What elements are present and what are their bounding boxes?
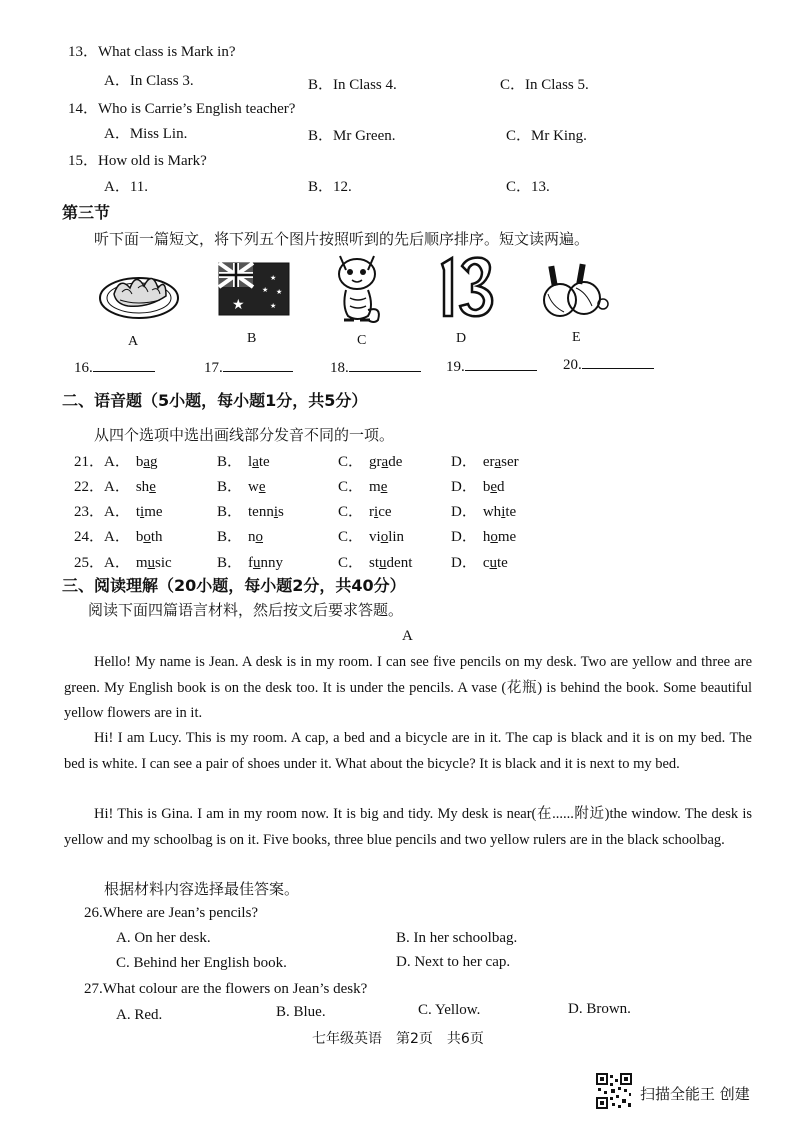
underlined-letters: i bbox=[273, 504, 279, 520]
scanner-watermark: 扫描全能王 创建 bbox=[640, 1085, 750, 1103]
phonics-option bbox=[338, 500, 392, 521]
q15-option-c: C．13. bbox=[506, 179, 550, 195]
svg-text:★: ★ bbox=[270, 274, 277, 282]
phonics-question-number: 21． bbox=[74, 454, 105, 470]
underlined-letters: o bbox=[143, 529, 151, 545]
phonics-option bbox=[451, 475, 505, 496]
q27-option-c: C. Yellow. bbox=[418, 1002, 481, 1018]
word-suffix: s bbox=[278, 504, 284, 520]
option-letter: A． bbox=[104, 529, 130, 545]
phonics-question-number: 22． bbox=[74, 479, 105, 495]
phonics-option bbox=[338, 450, 402, 471]
passage-label: A bbox=[402, 628, 413, 644]
australia-flag-icon bbox=[218, 262, 290, 316]
word-suffix: de bbox=[388, 454, 403, 470]
word-prefix: w bbox=[248, 479, 259, 495]
number-13-icon bbox=[438, 254, 498, 320]
option-letter: D． bbox=[451, 454, 477, 470]
phonics-option bbox=[338, 551, 412, 572]
word-prefix: h bbox=[482, 529, 491, 545]
cartoon-cat-icon bbox=[330, 250, 386, 326]
word-prefix: wh bbox=[482, 504, 502, 520]
q15-question: 15．How old is Mark? bbox=[68, 153, 207, 169]
word-suffix: g bbox=[150, 454, 158, 470]
section3-title: 第三节 bbox=[62, 203, 111, 222]
option-letter: B． bbox=[217, 479, 243, 495]
option-letter: D． bbox=[451, 479, 477, 495]
word-suffix: te bbox=[258, 454, 270, 470]
q15-option-b: B．12. bbox=[308, 179, 352, 195]
word-prefix: sh bbox=[135, 479, 150, 495]
underlined-letters: o bbox=[380, 529, 389, 545]
q14-option-c: C．Mr King. bbox=[506, 128, 587, 144]
picture-label-e: E bbox=[572, 330, 581, 345]
word-prefix: vi bbox=[369, 529, 381, 545]
word-prefix: t bbox=[135, 504, 141, 520]
reading-task-instruction: 根据材料内容选择最佳答案。 bbox=[104, 880, 300, 898]
word-suffix: me bbox=[497, 529, 517, 545]
underlined-letters: a bbox=[252, 454, 259, 470]
word-suffix: ce bbox=[378, 504, 392, 520]
q27-option-d: D. Brown. bbox=[568, 1001, 631, 1017]
picture-label-d: D bbox=[456, 331, 467, 346]
q14-question: 14．Who is Carrie’s English teacher? bbox=[68, 101, 296, 117]
option-letter: A． bbox=[104, 504, 130, 520]
option-letter: D． bbox=[451, 555, 477, 571]
answer-blank-17[interactable]: 17. bbox=[204, 357, 293, 377]
q13-option-a: A．In Class 3. bbox=[104, 73, 194, 89]
q26-question: 26.Where are Jean’s pencils? bbox=[84, 905, 259, 921]
word-suffix: lin bbox=[388, 529, 405, 545]
word-prefix: m bbox=[369, 479, 381, 495]
phonics-option bbox=[217, 525, 263, 546]
phonics-option bbox=[104, 500, 163, 521]
part3-instruction: 阅读下面四篇语言材料，然后按文后要求答题。 bbox=[88, 601, 404, 619]
svg-text:★: ★ bbox=[270, 302, 277, 310]
word-suffix: d bbox=[497, 479, 505, 495]
phonics-option bbox=[217, 450, 270, 471]
part2-instruction: 从四个选项中选出画线部分发音不同的一项。 bbox=[94, 426, 395, 444]
word-prefix: gr bbox=[369, 454, 382, 470]
word-suffix: te bbox=[497, 555, 508, 571]
q27-option-a: A. Red. bbox=[116, 1007, 163, 1023]
word-prefix: l bbox=[248, 454, 253, 470]
phonics-question-number: 24． bbox=[74, 529, 105, 545]
phonics-option bbox=[338, 475, 387, 496]
option-letter: B． bbox=[217, 454, 243, 470]
word-suffix: me bbox=[144, 504, 163, 520]
answer-blank-19[interactable]: 19. bbox=[446, 356, 537, 376]
phonics-option bbox=[217, 551, 283, 572]
q13-option-b: B．In Class 4. bbox=[308, 77, 397, 93]
phonics-option bbox=[104, 525, 163, 546]
underlined-letters: u bbox=[379, 555, 387, 571]
svg-text:★: ★ bbox=[276, 288, 283, 296]
option-letter: A． bbox=[104, 555, 130, 571]
page-footer: 七年级英语 第2页 共6页 bbox=[312, 1031, 484, 1047]
word-prefix: m bbox=[135, 555, 148, 571]
q14-option-b: B．Mr Green. bbox=[308, 128, 396, 144]
phonics-option bbox=[217, 475, 266, 496]
phonics-option bbox=[217, 500, 284, 521]
phonics-option bbox=[338, 525, 404, 546]
underlined-letters: a bbox=[381, 454, 389, 470]
phonics-option bbox=[451, 450, 519, 471]
underlined-letters: a bbox=[143, 454, 151, 470]
word-suffix: nny bbox=[260, 555, 284, 571]
q26-option-d: D. Next to her cap. bbox=[396, 954, 511, 970]
answer-blank-16[interactable]: 16. bbox=[74, 357, 155, 377]
word-suffix: ser bbox=[501, 454, 519, 470]
underlined-letters: u bbox=[147, 555, 156, 571]
answer-blank-18[interactable]: 18. bbox=[330, 357, 421, 377]
underlined-letters: e bbox=[258, 479, 266, 495]
word-prefix: r bbox=[369, 504, 375, 520]
word-prefix: st bbox=[369, 555, 380, 571]
part2-title: 二、语音题（5小题，每小题1分，共5分） bbox=[62, 391, 368, 410]
underlined-letters: i bbox=[140, 504, 145, 520]
word-prefix: tenn bbox=[248, 504, 274, 520]
ping-pong-paddles-icon bbox=[538, 258, 610, 322]
underlined-letters: e bbox=[149, 479, 156, 495]
underlined-letters: e bbox=[380, 479, 388, 495]
phonics-question-number: 23． bbox=[74, 504, 105, 520]
picture-label-a: A bbox=[128, 334, 139, 349]
dumplings-plate-icon bbox=[98, 262, 180, 322]
underlined-letters: i bbox=[374, 504, 379, 520]
option-letter: D． bbox=[451, 504, 477, 520]
word-prefix: b bbox=[482, 479, 491, 495]
phonics-option bbox=[104, 450, 158, 471]
option-letter: C． bbox=[338, 555, 364, 571]
part3-title: 三、阅读理解（20小题，每小题2分，共40分） bbox=[62, 576, 406, 595]
word-prefix: b bbox=[135, 529, 144, 545]
option-letter: C． bbox=[338, 504, 364, 520]
phonics-option bbox=[451, 500, 516, 521]
phonics-option bbox=[451, 525, 516, 546]
qr-code-icon bbox=[596, 1073, 632, 1109]
underlined-letters: o bbox=[490, 529, 498, 545]
passage-paragraph-3: Hi! This is Gina. I am in my room now. It is big and tidy. My desk is near(在......附近)the window. The desk is yellow and my schoolbag is on it. Five books, three blue pencils and two yellow rulers are in the black schoolbag. bbox=[64, 806, 752, 848]
underlined-letters: a bbox=[494, 454, 502, 470]
word-prefix: f bbox=[248, 555, 254, 571]
underlined-letters: e bbox=[490, 479, 498, 495]
q13-question: 13．What class is Mark in? bbox=[68, 44, 236, 60]
q27-option-b: B. Blue. bbox=[276, 1004, 326, 1020]
svg-text:★: ★ bbox=[262, 286, 269, 294]
picture-label-c: C bbox=[357, 333, 367, 348]
q14-option-a: A．Miss Lin. bbox=[104, 126, 188, 142]
word-prefix: er bbox=[482, 454, 495, 470]
word-suffix: sic bbox=[155, 555, 172, 571]
option-letter: C． bbox=[338, 529, 364, 545]
option-letter: C． bbox=[338, 479, 364, 495]
underlined-letters: i bbox=[501, 504, 506, 520]
q26-option-b: B. In her schoolbag. bbox=[396, 930, 518, 946]
q13-option-c: C．In Class 5. bbox=[500, 77, 589, 93]
word-suffix: th bbox=[150, 529, 163, 545]
underlined-letters: u bbox=[489, 555, 498, 571]
option-letter: D． bbox=[451, 529, 477, 545]
word-prefix: c bbox=[482, 555, 490, 571]
underlined-letters: u bbox=[253, 555, 261, 571]
section3-instruction: 听下面一篇短文，将下列五个图片按照听到的先后顺序排序。短文读两遍。 bbox=[94, 230, 590, 248]
passage-paragraph-1: Hello! My name is Jean. A desk is in my room. I can see five pencils on my desk. Two are yellow and three are green. My English book is on the desk too. It is under the pencils. A vase (花瓶) is behind the book. Some beautiful yellow flowers are in it. bbox=[64, 654, 752, 721]
option-letter: B． bbox=[217, 504, 243, 520]
option-letter: B． bbox=[217, 529, 243, 545]
option-letter: A． bbox=[104, 454, 130, 470]
passage-paragraph-2: Hi! I am Lucy. This is my room. A cap, a bed and a bicycle are in it. The cap is black and it is on my bed. The bed is white. I can see a pair of shoes under it. What about the bicycle? It is black and it is next to my bed. bbox=[64, 730, 752, 772]
svg-text:★: ★ bbox=[232, 297, 245, 313]
option-letter: A． bbox=[104, 479, 130, 495]
word-suffix: te bbox=[505, 504, 517, 520]
underlined-letters: o bbox=[255, 529, 264, 545]
option-letter: B． bbox=[217, 555, 243, 571]
answer-blank-20[interactable]: 20. bbox=[563, 354, 654, 374]
phonics-option bbox=[451, 551, 508, 572]
phonics-question-number: 25． bbox=[74, 555, 105, 571]
q15-option-a: A．11. bbox=[104, 179, 149, 195]
picture-label-b: B bbox=[247, 331, 257, 346]
q26-option-c: C. Behind her English book. bbox=[116, 955, 287, 971]
option-letter: C． bbox=[338, 454, 364, 470]
q27-question: 27.What colour are the flowers on Jean’s desk? bbox=[84, 981, 368, 997]
word-suffix: dent bbox=[386, 555, 413, 571]
word-prefix: n bbox=[248, 529, 256, 545]
phonics-option bbox=[104, 475, 156, 496]
word-prefix: b bbox=[135, 454, 144, 470]
phonics-option bbox=[104, 551, 172, 572]
q26-option-a: A. On her desk. bbox=[116, 930, 211, 946]
